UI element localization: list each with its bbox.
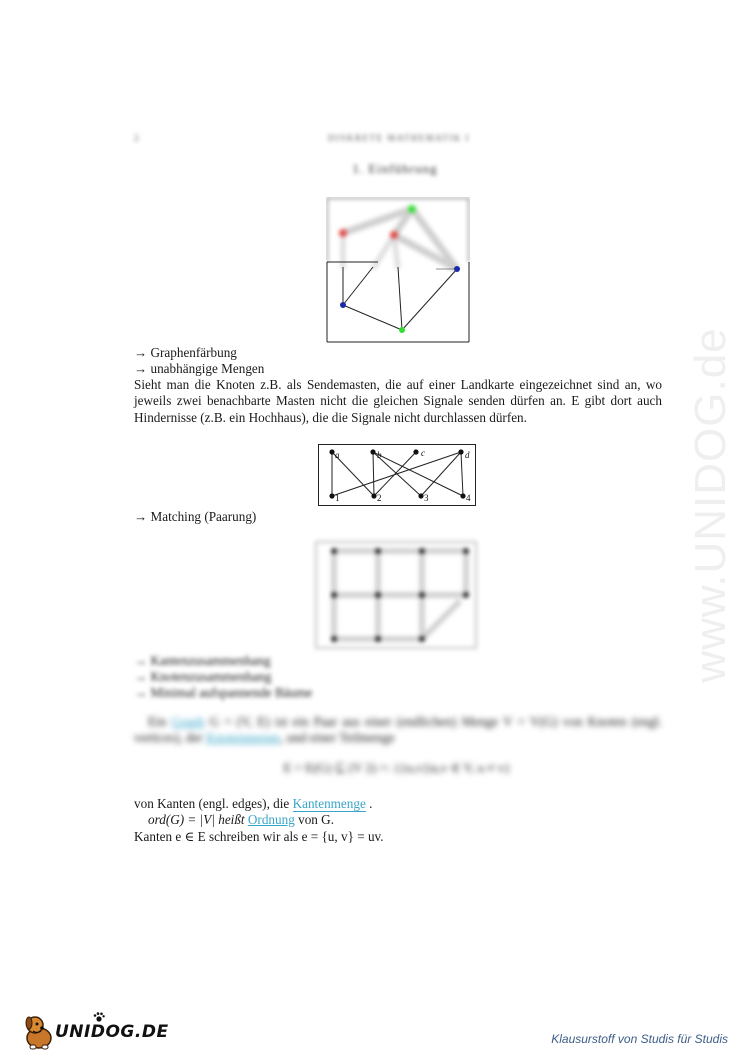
label-d: d — [465, 450, 470, 460]
footer-tagline: Klausurstoff von Studis für Studis — [551, 1032, 728, 1046]
ordnung-line-prefix: ord(G) = |V| heißt — [148, 812, 245, 827]
page-number: 2 — [134, 133, 139, 143]
link-graph[interactable]: Graph — [171, 714, 205, 729]
paw-icon — [93, 1012, 105, 1022]
node-red-left — [339, 229, 347, 237]
link-knotenmenge[interactable]: Knotenmenge — [206, 730, 281, 746]
kanten-line-suffix: . — [369, 796, 373, 811]
node-green-bottom — [399, 327, 405, 333]
watermark — [686, 270, 736, 740]
list-item-graph-coloring: → Graphenfärbung — [134, 345, 237, 360]
node-blue-right — [454, 266, 460, 272]
definition-middle: G = (V, E) ist ein Paar aus einer (endlichen) Menge V = V(G) von Knoten (engl. vertices), der — [134, 714, 663, 746]
grid-node — [375, 636, 381, 642]
figure-blurred-top — [327, 198, 469, 269]
logo-text: UNIDOG.DE — [55, 1022, 169, 1042]
node-1 — [329, 493, 334, 498]
grid-node — [331, 548, 337, 554]
node-green-top — [408, 205, 416, 213]
grid-node — [463, 548, 469, 554]
link-ordnung[interactable]: Ordnung — [247, 812, 295, 827]
ordnung-line-suffix: von G. — [298, 812, 334, 827]
node-c — [413, 449, 418, 454]
definition-suffix: , und einer Teilmenge — [280, 730, 395, 746]
label-4: 4 — [466, 493, 471, 503]
watermark-text: www.UNIDOG.de — [686, 327, 735, 683]
node-d — [458, 449, 463, 454]
node-a — [329, 449, 334, 454]
running-title: DISKRETE MATHEMATIK I — [328, 133, 470, 143]
chapter-title: 1. Einführung — [352, 161, 438, 176]
label-b: b — [377, 450, 382, 460]
grid-node — [331, 592, 337, 598]
node-blue-left — [340, 302, 346, 308]
grid-node — [463, 592, 469, 598]
list-item-vertex-connectivity: → Knotenzusammenhang — [134, 669, 272, 684]
list-item-minimal-spanning-trees: → Minimal aufspannende Bäume — [134, 685, 313, 700]
node-2 — [371, 493, 376, 498]
list-item-matching: → Matching (Paarung) — [134, 509, 257, 524]
node-3 — [418, 493, 423, 498]
figure-sharp-bottom — [327, 262, 469, 342]
grid-node — [419, 548, 425, 554]
kanten-line — [134, 796, 372, 812]
node-red-center — [390, 231, 398, 239]
bipartite-figure — [318, 444, 476, 506]
dog-icon — [22, 1014, 56, 1050]
grid-graph-figure — [314, 540, 478, 650]
grid-node — [375, 592, 381, 598]
graph-coloring-figure — [326, 197, 470, 343]
label-2: 2 — [377, 493, 382, 503]
grid-node — [375, 548, 381, 554]
grid-node — [419, 592, 425, 598]
ordnung-line — [148, 812, 334, 828]
node-4 — [460, 493, 465, 498]
grid-node — [419, 636, 425, 642]
edge-set-formula: E = E(G) ⊆ (V 2) =: {{u,v}|u,v ∈ V, u ≠ v} — [283, 760, 511, 775]
list-item-edge-connectivity: → Kantenzusammenhang — [134, 653, 271, 668]
label-1: 1 — [335, 493, 340, 503]
paragraph-sendemasten: Sieht man die Knoten z.B. als Sendemasten, die auf einer Landkarte eingezeichnet sind an, wo jeweils zwei benachbarte Masten nicht die gleichen Signale senden dürfen an. E gibt dort auch Hindernisse (z.B. ein Hochhaus), die die Signale nicht durchlassen dürfen. — [134, 377, 662, 425]
kanten-line-prefix: von Kanten (engl. edges), die — [134, 796, 290, 811]
label-3: 3 — [424, 493, 429, 503]
edge-notation-line: Kanten e ∈ E schreiben wir als e = {u, v} = uv. — [134, 829, 384, 844]
unidog-logo[interactable] — [22, 1014, 169, 1050]
grid-node — [331, 636, 337, 642]
list-item-independent-sets: → unabhängige Mengen — [134, 361, 265, 376]
link-kantenmenge[interactable]: Kantenmenge — [292, 796, 366, 811]
node-b — [370, 449, 375, 454]
definition-prefix: Ein — [148, 714, 167, 729]
definition-paragraph — [134, 714, 662, 747]
label-c: c — [421, 448, 425, 458]
label-a: a — [335, 450, 340, 460]
